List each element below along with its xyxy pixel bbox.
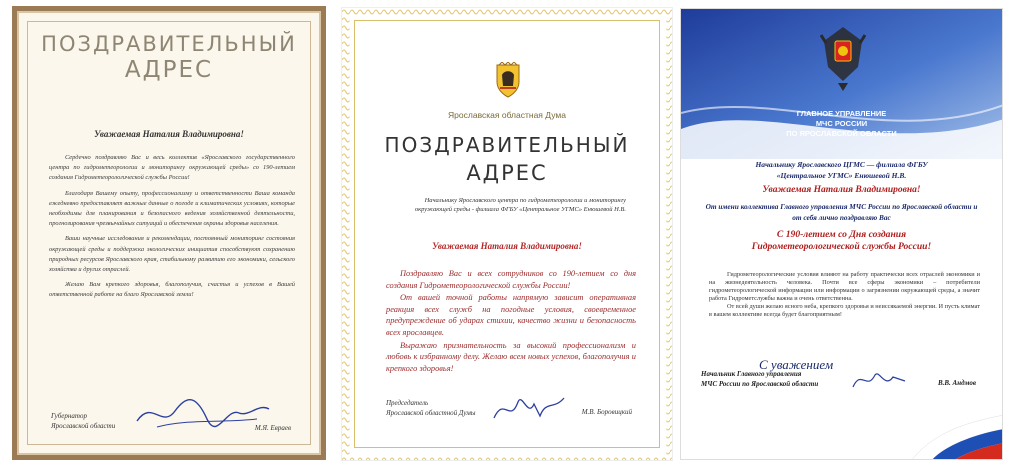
signer-position-line: Ярославской области bbox=[51, 422, 116, 430]
doc-title bbox=[342, 131, 672, 187]
emercom-emblem-icon bbox=[820, 23, 866, 98]
signer-name: М.В. Боровицкий bbox=[581, 408, 632, 416]
signer-position-line: Председатель bbox=[386, 399, 429, 407]
occasion-line: С 190-летием со Дня создания bbox=[776, 229, 907, 240]
letter-body bbox=[386, 268, 636, 375]
paragraph: От всей души желаю ясного неба, крепкого здоровья и неиссякаемой энергии. И пусть климат в вашем коллективе всегда будет благоприятным! bbox=[709, 303, 980, 319]
paragraph: Поздравляю Вас и всех сотрудников со 190-летием со дня создания Гидрометеорологической службы России! bbox=[386, 269, 636, 290]
recipient: Начальнику Ярославского центра по гидрометеорологии и мониторингу окружающей среды - филиала ФГБУ «Центральное УГМС» Енюшевой Н.В. bbox=[414, 197, 626, 213]
recipient bbox=[681, 159, 1002, 181]
letter-body bbox=[709, 271, 980, 320]
handwritten-closing: С уважением bbox=[759, 357, 834, 372]
signer-position-line: Губернатор bbox=[51, 412, 87, 420]
paragraph: Сердечно поздравляю Вас и весь коллектив «Ярославского государственного центра по гидрометеорологии и мониторингу окружающей среды» со 190-летием создания Гидрометеорологической службы России! bbox=[49, 154, 295, 182]
address-regional-duma bbox=[341, 7, 673, 461]
signer-position-line: Начальник Главного управления bbox=[701, 370, 802, 378]
occasion bbox=[681, 229, 1002, 253]
title-line: ПОЗДРАВИТЕЛЬНЫЙ bbox=[41, 32, 297, 56]
letter-body bbox=[49, 153, 295, 306]
address-emercom bbox=[680, 8, 1003, 460]
signer-name: М.Я. Евраев bbox=[254, 424, 291, 432]
department-line: МЧС РОССИИ bbox=[815, 119, 868, 128]
paragraph: Ваши научные исследования и рекомендации, постоянный мониторинг состояния окружающей среды и поддержка экологических инициатив способствуют сохранению природных ресурсов Ярославского края, стабильному развитию его экономики, сельского хозяйства и других отраслей. bbox=[49, 235, 295, 274]
recipient-line: Начальнику Ярославского ЦГМС — филиала ФГБУ bbox=[755, 160, 928, 169]
paragraph: Гидрометеорологические условия влияют на работу практически всех отраслей экономики и на жизнедеятельность человека. Почти все сферы экономики – потребители гидрометеорологической информации или информации о загрязнении окружающей среды, а значит работа Гидрометслужбы важна и очень ответственна. bbox=[709, 271, 980, 303]
from-statement: От имени коллектива Главного управления МЧС России по Ярославской области и от себя лично поздравляю Вас bbox=[705, 202, 978, 222]
recipient-line: «Центральное УГМС» Енюшевой Н.В. bbox=[776, 171, 907, 180]
handwritten-signature bbox=[127, 389, 277, 444]
paragraph: Желаю Вам крепкого здоровья, благополучия, счастья и успехов в Вашей ответственной работе на благо Ярославской земли! bbox=[49, 281, 295, 299]
greeting: Уважаемая Наталия Владимировна! bbox=[94, 129, 244, 139]
paragraph: Благодаря Вашему опыту, профессионализму и ответственности Ваша команда ежедневно предоставляет важные данные о погоде и климатических условиях, которые необходимы для планирования и безопасного ведения хозяйственной деятельности, прогнозирования чрезвычайных ситуаций и обеспечения охраны здоровья населения. bbox=[49, 189, 295, 228]
signer-position-line: МЧС России по Ярославской области bbox=[701, 380, 819, 388]
occasion-line: Гидрометеорологической службы России! bbox=[751, 241, 932, 252]
address-governor bbox=[12, 6, 326, 460]
title-line: АДРЕС bbox=[466, 161, 548, 185]
title-line: ПОЗДРАВИТЕЛЬНЫЙ bbox=[384, 133, 630, 157]
organization-name: Ярославская областная Дума bbox=[448, 110, 566, 120]
greeting: Уважаемая Наталия Владимировна! bbox=[432, 241, 582, 251]
department-line: ГЛАВНОЕ УПРАВЛЕНИЕ bbox=[796, 109, 887, 118]
signer-position bbox=[386, 398, 476, 418]
signer-position bbox=[701, 369, 818, 389]
signer-position-line: Ярославской областной Думы bbox=[386, 409, 476, 417]
signer-position bbox=[51, 411, 115, 431]
paragraph: Выражаю признательность за высокий профессионализм и любовь к избранному делу. Желаю всем новых успехов, благополучия и крепкого здоровья! bbox=[386, 340, 636, 373]
coat-of-arms-icon bbox=[493, 62, 523, 105]
department-line: ПО ЯРОСЛАВСКОЙ ОБЛАСТИ bbox=[786, 129, 897, 138]
title-line: АДРЕС bbox=[124, 57, 214, 83]
department-name bbox=[681, 109, 1002, 139]
paragraph: От вашей точной работы напрямую зависит оперативная реакция всех служб на погодные условия, своевременное предупреждение об ударах стихии, качество жизни и безопасность всех ярославцев. bbox=[386, 293, 636, 337]
handwritten-signature bbox=[490, 388, 570, 433]
greeting: Уважаемая Наталия Владимировна! bbox=[762, 185, 921, 195]
russian-flag-decoration bbox=[681, 395, 1003, 460]
signer-name: В.В. Андмов bbox=[937, 379, 976, 387]
doc-title bbox=[17, 31, 321, 83]
